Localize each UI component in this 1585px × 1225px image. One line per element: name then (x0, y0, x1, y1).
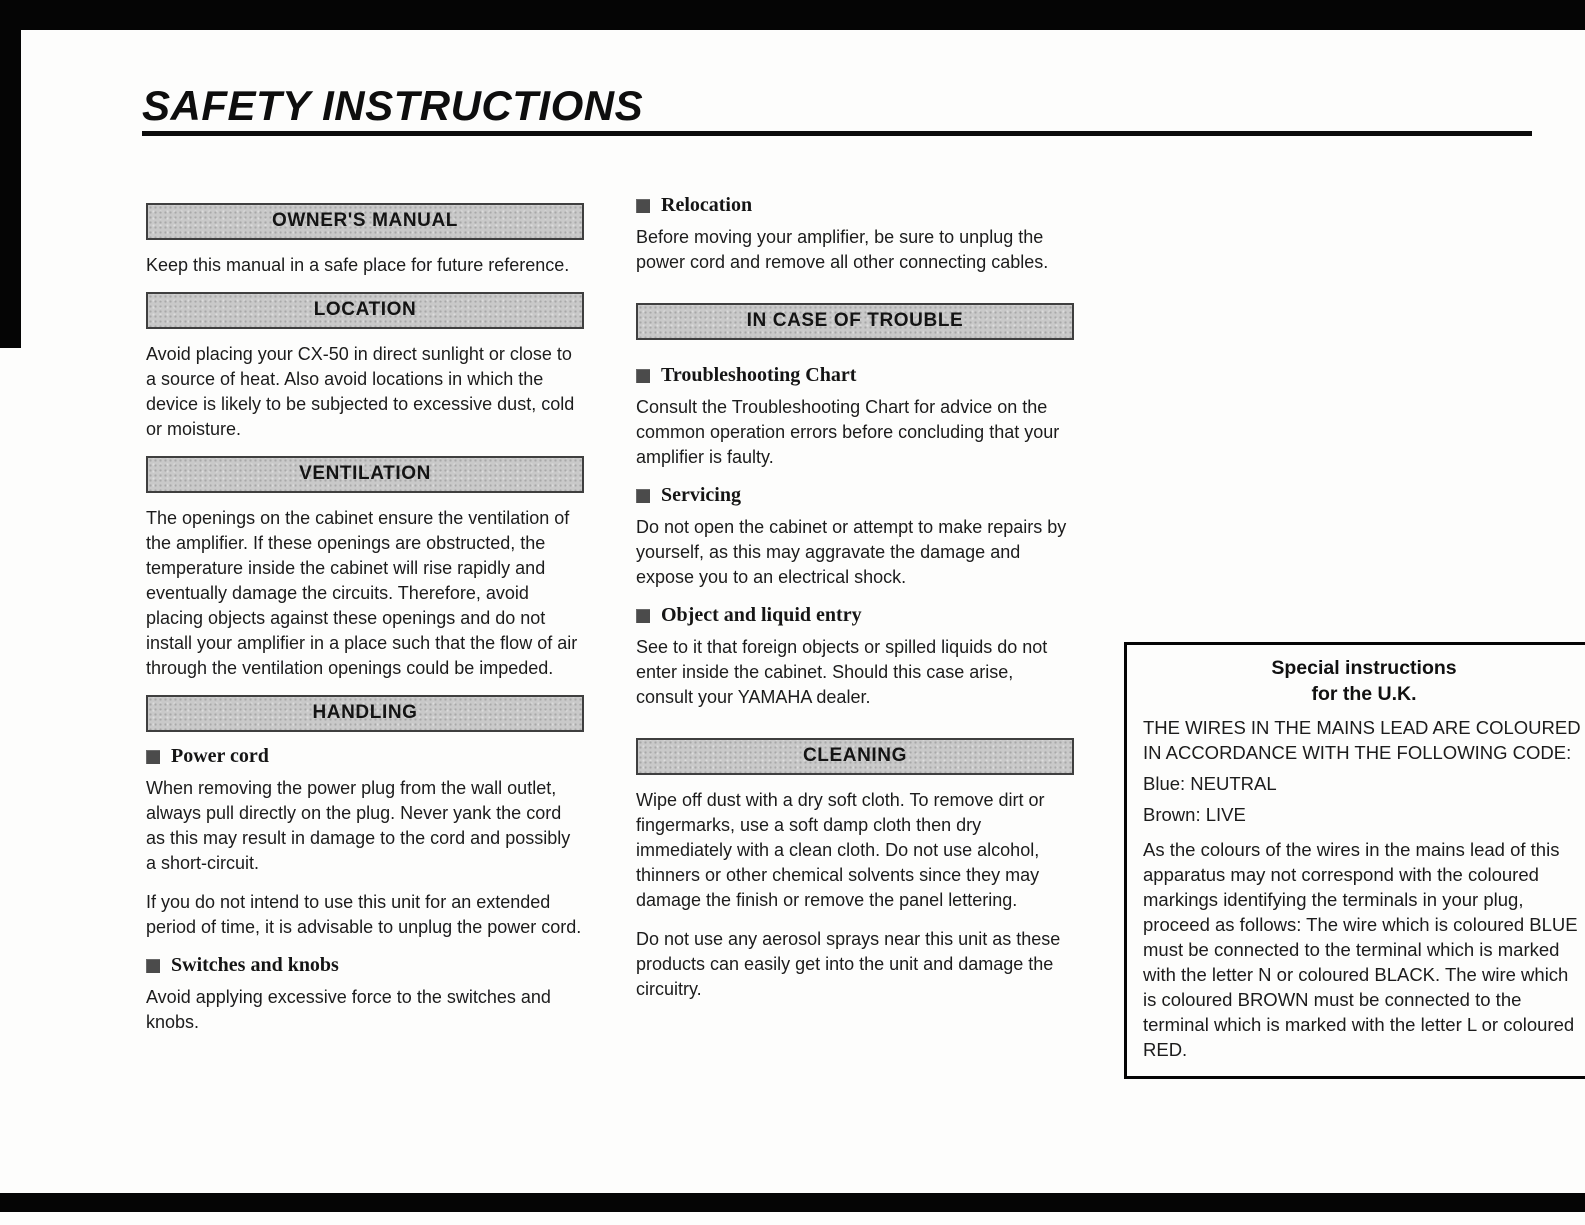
paragraph-cleaning-1: Wipe off dust with a dry soft cloth. To remove dirt or fingermarks, use a soft damp cloth then dry immediately with a clean cloth. Do not use alcohol, thinners or other chemical solvents since they may damage the finish or remove the panel lettering. (636, 790, 1045, 910)
uk-wiring-instructions: As the colours of the wires in the mains lead of this apparatus may not correspond with the coloured markings identifying the terminals in your plug, proceed as follows: The wire which is coloured BLUE must be connected to the terminal which is marked with the letter N or coloured BLACK. The wire which is coloured BROWN must be connected to the terminal which is marked with the letter L or coloured RED. (1143, 839, 1578, 1060)
subheading-label: Troubleshooting Chart (661, 364, 857, 386)
subheading-label: Servicing (661, 484, 741, 506)
scan-artifact-top-bar (0, 0, 1585, 30)
square-bullet-icon (636, 199, 650, 213)
uk-brown-live-line: Brown: LIVE (1143, 804, 1246, 825)
subheading-power-cord (146, 745, 584, 768)
subheading-label: Object and liquid entry (661, 604, 862, 626)
scan-artifact-left-bar (0, 0, 21, 348)
paragraph-owners-manual: Keep this manual in a safe place for future reference. (146, 255, 570, 275)
section-header-handling: HANDLING (146, 695, 584, 732)
subheading-object-liquid-entry (636, 604, 1074, 627)
uk-special-instructions-box (1124, 642, 1585, 1079)
uk-blue-neutral-line: Blue: NEUTRAL (1143, 773, 1277, 794)
uk-wiring-code-intro: THE WIRES IN THE MAINS LEAD ARE COLOURED IN ACCORDANCE WITH THE FOLLOWING CODE: (1143, 717, 1581, 763)
subheading-label: Relocation (661, 194, 753, 216)
paragraph-object-liquid: See to it that foreign objects or spilled liquids do not enter inside the cabinet. Should this case arise, consult your YAMAHA dealer. (636, 637, 1048, 707)
uk-box-title-line2: for the U.K. (1311, 683, 1417, 705)
subheading-label: Switches and knobs (171, 954, 339, 976)
uk-box-title-line1: Special instructions (1271, 657, 1457, 679)
square-bullet-icon (636, 489, 650, 503)
square-bullet-icon (636, 609, 650, 623)
section-header-in-case-of-trouble: IN CASE OF TROUBLE (636, 303, 1074, 340)
section-header-location: LOCATION (146, 292, 584, 329)
title-underline-rule (142, 131, 1532, 136)
paragraph-servicing: Do not open the cabinet or attempt to make repairs by yourself, as this may aggravate the damage and expose you to an electrical shock. (636, 517, 1067, 587)
subheading-troubleshooting-chart (636, 364, 1074, 387)
square-bullet-icon (146, 750, 160, 764)
section-header-ventilation: VENTILATION (146, 456, 584, 493)
square-bullet-icon (636, 369, 650, 383)
square-bullet-icon (146, 959, 160, 973)
page-title: SAFETY INSTRUCTIONS (142, 82, 644, 129)
paragraph-power-cord-1: When removing the power plug from the wall outlet, always pull directly on the plug. Never yank the cord as this may result in damage to the cord and possibly a short-circuit. (146, 778, 571, 873)
subheading-servicing (636, 484, 1074, 507)
middle-column (636, 194, 1074, 1016)
subheading-relocation (636, 194, 1074, 217)
paragraph-cleaning-2: Do not use any aerosol sprays near this unit as these products can easily get into the unit and damage the circuitry. (636, 929, 1061, 999)
paragraph-troubleshooting: Consult the Troubleshooting Chart for advice on the common operation errors before concluding that your amplifier is faulty. (636, 397, 1060, 467)
paragraph-location: Avoid placing your CX-50 in direct sunlight or close to a source of heat. Also avoid locations in which the device is likely to be subjected to excessive dust, cold or moisture. (146, 344, 575, 439)
subheading-switches-knobs (146, 954, 584, 977)
section-header-owners-manual: OWNER'S MANUAL (146, 203, 584, 240)
scan-artifact-bottom-bar (0, 1193, 1585, 1212)
section-header-cleaning: CLEANING (636, 738, 1074, 775)
subheading-label: Power cord (171, 745, 269, 767)
paragraph-relocation: Before moving your amplifier, be sure to unplug the power cord and remove all other connecting cables. (636, 227, 1049, 272)
paragraph-power-cord-2: If you do not intend to use this unit for an extended period of time, it is advisable to unplug the power cord. (146, 892, 582, 937)
paragraph-switches-knobs: Avoid applying excessive force to the switches and knobs. (146, 987, 551, 1032)
uk-box-title (1143, 655, 1585, 707)
left-column (146, 203, 584, 1049)
paragraph-ventilation: The openings on the cabinet ensure the ventilation of the amplifier. If these openings are obstructed, the temperature inside the cabinet will rise rapidly and eventually damage the circuits. Therefore, avoid placing objects against these openings and do not install your amplifier in a place such that the flow of air through the ventilation openings could be impeded. (146, 508, 578, 678)
